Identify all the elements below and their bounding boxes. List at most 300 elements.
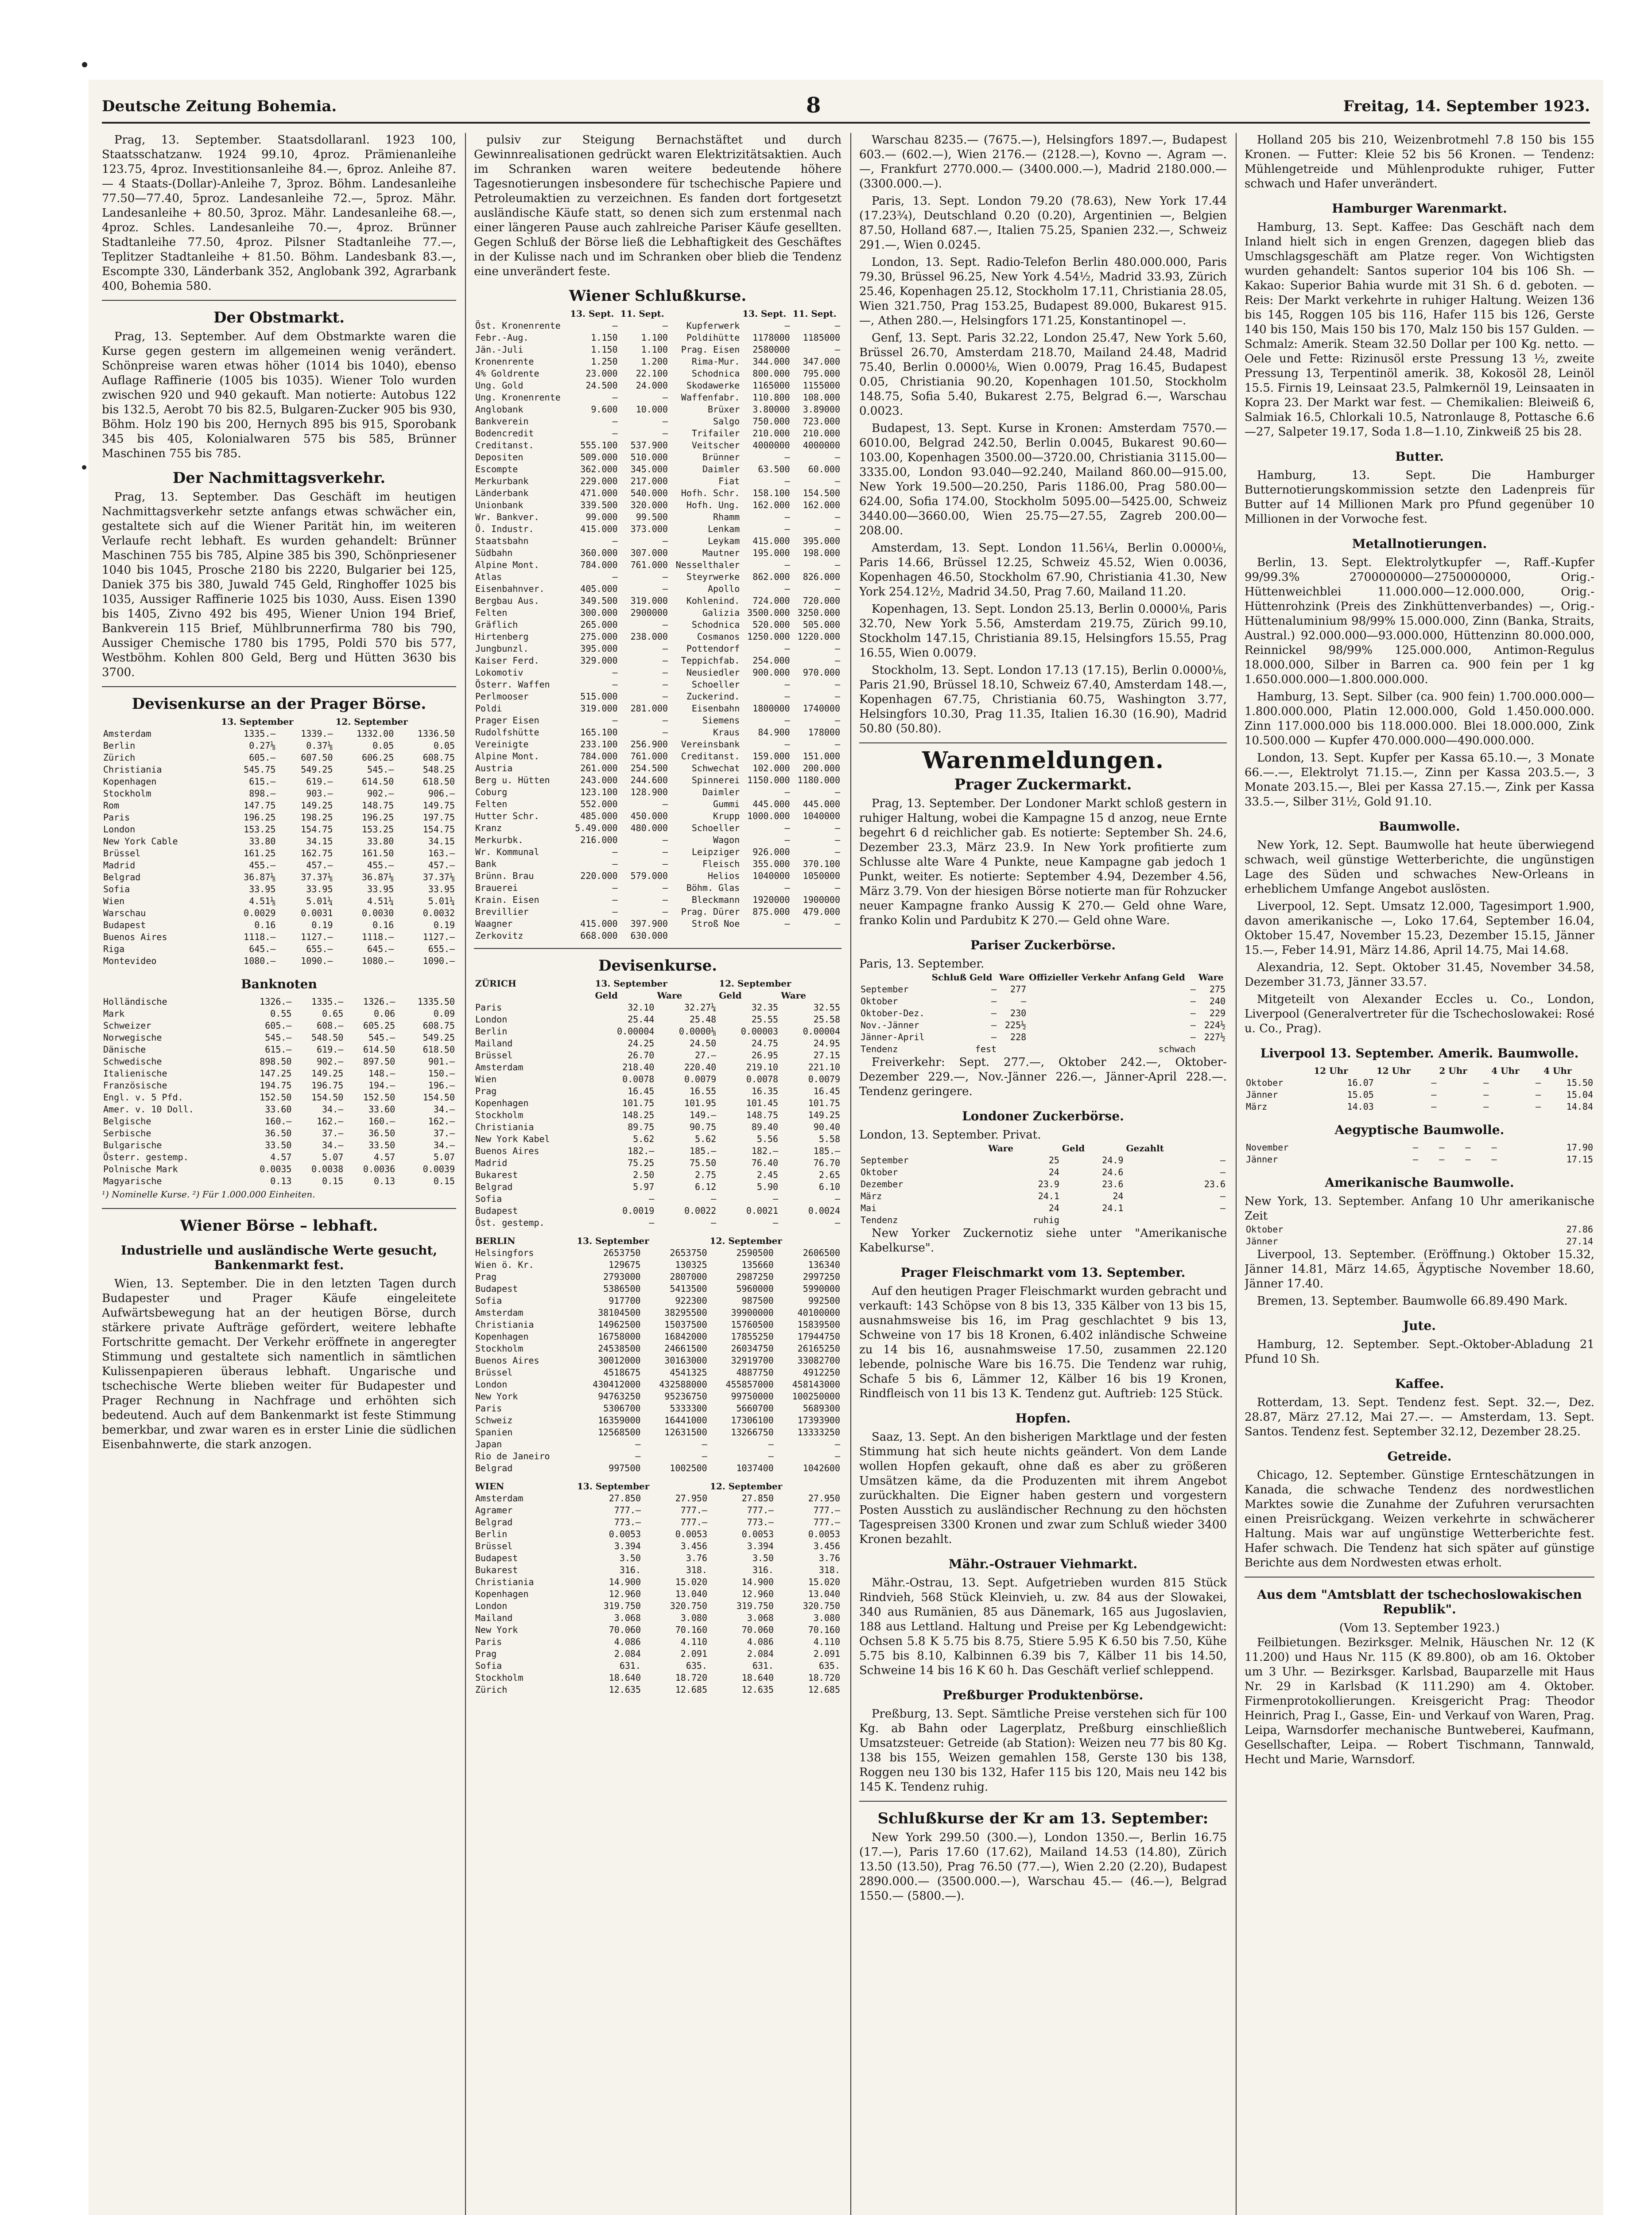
- row-label: Bulgarische: [103, 1140, 162, 1150]
- row-label: New York: [475, 1624, 518, 1635]
- table-cell: 33.50: [265, 1140, 292, 1150]
- row-label: New York: [475, 1391, 518, 1402]
- row-label: Staatsbahn: [475, 536, 529, 546]
- table-cell: 549.25: [301, 764, 333, 775]
- table-cell: 76.70: [813, 1158, 840, 1168]
- table-row: [474, 1403, 842, 1414]
- table-cell: [1061, 1214, 1125, 1226]
- row-label: Länderbank: [475, 488, 529, 498]
- table-cell: 16.35: [751, 1086, 779, 1096]
- kaffee-text: Rotterdam, 13. Sept. Tendenz fest. Sept. 32.—, Dez. 28.87, März 27.12, Mai 27.—. — Amsterdam, 13. Sept. Santos. Tendenz fest. September 32.12, Dezember 28.25.: [1245, 1396, 1594, 1438]
- row-label: Prag: [475, 1086, 497, 1096]
- table-cell: 875.000: [752, 906, 790, 917]
- table-row: [474, 906, 842, 918]
- table-cell: 631.: [619, 1660, 641, 1671]
- table-cell: 5.62: [695, 1134, 717, 1144]
- table-cell: 218.40: [622, 1062, 655, 1073]
- table-cell: 210.000: [803, 428, 840, 439]
- aegyptische-baumwolle-table: [1245, 1142, 1594, 1166]
- table-cell: —: [834, 524, 840, 534]
- table-cell: Wagon: [713, 835, 740, 845]
- table-header-cell: 13. September: [577, 1236, 649, 1246]
- table-cell: 608.—: [317, 1020, 344, 1031]
- table-row: [474, 475, 842, 487]
- table-cell: 182.—: [628, 1146, 655, 1156]
- row-label: Norwegische: [103, 1032, 162, 1043]
- table-cell: —: [834, 1217, 840, 1228]
- table-cell: 3.50: [752, 1553, 774, 1563]
- table-cell: 12.960: [741, 1589, 774, 1599]
- table-cell: 777.—: [680, 1517, 707, 1527]
- table-cell: 32.27¼: [684, 1002, 717, 1013]
- table-cell: —: [612, 428, 618, 439]
- row-label: Anglobank: [475, 404, 524, 415]
- table-cell: 545.75: [244, 764, 276, 775]
- table-cell: 196.25: [362, 812, 394, 823]
- table-cell: 1.150: [591, 332, 618, 343]
- table-row: [102, 824, 456, 835]
- table-cell: Prag. Dürer: [681, 906, 740, 917]
- viehmarkt-text: Mähr.-Ostrau, 13. Sept. Aufgetrieben wurden 815 Stück Rindvieh, 568 Stück Kleinvieh, u. zw. 84 aus der Slowakei, 340 aus Rumänien, 85 aus Dänemark, 165 aus Jugoslavien, 188 aus Lettland. Haltung und Preise per Kg Lebendgewicht: Ochsen 5.8 K 5.75 bis 8.75, Stiere 5.95 K 6.50 bis 7.50, Kühe 5.75 bis 8.10, Kalbinnen 6.39 bis 7, Kälber 11 bis 14.50, Schweine 14 bis 16 K 60 h. Das Geschäft verlief schleppend.: [859, 1576, 1227, 1677]
- table-cell: —: [784, 679, 790, 690]
- table-cell: 405.000: [580, 583, 618, 594]
- row-label: Zürich: [475, 1684, 508, 1695]
- table-row: [474, 523, 842, 535]
- table-row: [102, 871, 456, 883]
- table-cell: —: [784, 882, 790, 893]
- table-row: [102, 812, 456, 824]
- table-cell: 457.—: [306, 860, 333, 870]
- table-cell: 777.—: [747, 1505, 774, 1516]
- table-row: [474, 571, 842, 583]
- table-cell: 345.000: [630, 464, 668, 474]
- table-cell: —: [1220, 1203, 1225, 1213]
- table-row: [474, 511, 842, 523]
- table-cell: 3.76: [686, 1553, 707, 1563]
- table-cell: 160.—: [368, 1116, 396, 1127]
- table-cell: 3.394: [614, 1541, 641, 1551]
- row-label: Prag: [475, 1271, 497, 1282]
- table-cell: —: [834, 583, 840, 594]
- table-cell: —: [768, 1439, 774, 1449]
- table-cell: 17393900: [797, 1415, 840, 1426]
- table-row: [102, 1104, 456, 1115]
- table-cell: 26165250: [797, 1343, 840, 1354]
- table-cell: 619.—: [306, 776, 333, 787]
- amsterdam-report: Amsterdam, 13. Sept. London 11.56¼, Berlin 0.0000⅛, Paris 14.66, Brüssel 12.25, Schweiz 45.52, Wien 0.0036, Kopenhagen 46.50, Stockholm 67.90, Christiania 41.30, New York 254.12½, Madrid 34.50, Prag 7.60, Mailand 11.20.: [859, 541, 1227, 598]
- table-cell: 152.50: [363, 1092, 396, 1103]
- table-cell: —: [834, 320, 840, 331]
- table-cell: 1002500: [670, 1463, 707, 1473]
- table-cell: 579.000: [630, 870, 668, 881]
- table-cell: 200.000: [803, 763, 840, 773]
- table-cell: 548.25: [423, 764, 455, 775]
- table-row: [474, 750, 842, 762]
- table-cell: 631.: [752, 1660, 774, 1671]
- table-cell: 3.068: [747, 1613, 774, 1623]
- heading-baumwolle: Baumwolle.: [1379, 819, 1460, 834]
- table-row: [474, 404, 842, 416]
- table-cell: Fiat: [718, 476, 740, 486]
- table-row: [859, 1007, 1227, 1019]
- table-header-cell: 13. September: [577, 1481, 650, 1492]
- table-cell: 228: [1010, 1032, 1027, 1042]
- table-cell: 243.000: [580, 775, 618, 785]
- row-label: Oktober-Dez.: [861, 1008, 925, 1018]
- table-cell: 1220.000: [797, 631, 840, 642]
- table-cell: 605.25: [363, 1020, 396, 1031]
- table-cell: —: [1412, 1154, 1419, 1165]
- table-cell: 605.—: [265, 1020, 292, 1031]
- row-label: Berlin: [103, 740, 136, 751]
- table-cell: 898.—: [249, 788, 276, 799]
- table-row: [102, 847, 456, 859]
- table-cell: —: [1439, 1154, 1445, 1165]
- table-row: [474, 1588, 842, 1600]
- table-cell: 13266750: [731, 1427, 774, 1438]
- table-cell: 194.—: [368, 1080, 396, 1091]
- table-cell: —: [612, 859, 618, 869]
- table-cell: 32.10: [628, 1002, 655, 1013]
- table-row: [474, 356, 842, 368]
- table-cell: —: [784, 715, 790, 726]
- row-label: Waagner: [475, 918, 513, 929]
- table-cell: 194.75: [260, 1080, 292, 1091]
- table-cell: 3500.000: [747, 607, 790, 618]
- row-label: Ung. Gold: [475, 380, 524, 391]
- table-row: [1245, 1089, 1594, 1101]
- table-cell: 773.—: [747, 1517, 774, 1527]
- table-row: [474, 547, 842, 559]
- baumwolle-text: New York, 12. Sept. Baumwolle hat heute überwiegend schwach, weil günstige Wetterberichte, die ungünstigen Lage des Süden und schwaches New-Orleans in erheblichem Umfange Angebot auslösten.: [1245, 839, 1594, 896]
- table-cell: —: [662, 643, 668, 654]
- table-cell: 777.—: [813, 1505, 840, 1516]
- table-row: [102, 1020, 456, 1032]
- table-cell: Schoeller: [691, 679, 740, 690]
- separator: [474, 948, 842, 949]
- row-label: Wien: [475, 1074, 497, 1084]
- table-cell: 4000000: [752, 440, 790, 451]
- table-cell: —: [1483, 1089, 1489, 1100]
- table-cell: Gummi: [713, 799, 740, 809]
- table-cell: [1125, 1214, 1227, 1226]
- heading-pressburg: Preßburger Produktenbörse.: [942, 1688, 1144, 1702]
- table-cell: 555.100: [580, 440, 618, 451]
- table-cell: 0.0035: [260, 1164, 292, 1174]
- issue-date: Freitag, 14. September 1923.: [1343, 97, 1590, 115]
- table-cell: —: [834, 512, 840, 522]
- row-label: Oktober: [861, 996, 898, 1006]
- table-cell: 15839500: [797, 1319, 840, 1330]
- row-label: Perlmooser: [475, 691, 529, 702]
- row-label: Schweizer: [103, 1020, 151, 1031]
- table-cell: 540.000: [630, 488, 668, 498]
- row-label: 4% Goldrente: [475, 368, 539, 379]
- table-cell: Lenkam: [707, 524, 740, 534]
- table-cell: Schodnica: [691, 368, 740, 379]
- heading-prager-zuckermarkt: Prager Zuckermarkt.: [954, 776, 1132, 793]
- table-header-cell: Ware: [657, 990, 683, 1001]
- table-cell: 34.—: [322, 1140, 344, 1150]
- table-cell: 5.62: [633, 1134, 655, 1144]
- table-row: [474, 1462, 842, 1474]
- table-cell: 552.000: [580, 799, 618, 809]
- table-cell: 0.0024: [808, 1205, 840, 1216]
- table-cell: 24.000: [636, 380, 668, 391]
- table-row: [474, 1283, 842, 1295]
- row-label: Sofia: [475, 1295, 502, 1306]
- table-row: [474, 918, 842, 930]
- table-cell: 27.850: [741, 1493, 774, 1504]
- table-cell: 397.900: [630, 918, 668, 929]
- row-label: Unionbank: [475, 500, 524, 510]
- table-row: [474, 1217, 842, 1229]
- table-header-cell: 4 Uhr: [1543, 1065, 1572, 1076]
- table-cell: Teppichfab.: [681, 655, 740, 666]
- table-row: [474, 822, 842, 834]
- table-cell: 25.48: [689, 1014, 717, 1025]
- table-cell: 319.750: [603, 1601, 641, 1611]
- column-2: [474, 133, 842, 2215]
- table-cell: 16758000: [598, 1331, 641, 1342]
- row-label: London: [475, 1379, 508, 1390]
- table-cell: 23.000: [586, 368, 618, 379]
- table-cell: 101.75: [622, 1098, 655, 1108]
- row-label: Felten: [475, 799, 508, 809]
- table-row: [474, 1169, 842, 1181]
- table-cell: 27.—: [695, 1050, 717, 1061]
- table-row: [474, 1181, 842, 1193]
- table-cell: Nesselthaler: [675, 560, 740, 570]
- table-row: [474, 1438, 842, 1450]
- table-cell: 0.0053: [808, 1529, 840, 1539]
- banknoten-table: [102, 996, 456, 1187]
- table-cell: 27.15: [813, 1050, 840, 1061]
- table-cell: 432588000: [659, 1379, 707, 1390]
- row-label: März: [1246, 1101, 1268, 1112]
- table-cell: 24.50: [689, 1038, 717, 1049]
- table-cell: 36.87⅛: [244, 872, 276, 882]
- heading-banknoten: Banknoten: [241, 977, 317, 991]
- table-cell: 479.000: [803, 906, 840, 917]
- row-label: Paris: [475, 1002, 502, 1013]
- row-label: New York Kabel: [475, 1134, 550, 1144]
- table-row: [474, 1307, 842, 1319]
- row-label: Christiania: [475, 1577, 534, 1587]
- table-row: [102, 764, 456, 776]
- table-cell: 445.000: [752, 799, 790, 809]
- zuckermarkt-text: Prag, 13. September. Der Londoner Markt schloß gestern in ruhiger Haltung, wobei die Kampagne 15 d anzog, neue Ernte begehrt 6 d reichlicher gab. Es notierte: September Sh. 24.6, Dezember 23.3, März 23.9. In New York profitierte zum Schlusse alte Ware 4 Punkte, neue Kampagne gab jedoch 1 Punkt, weiter. Es notierte: September 4.94, Dezember 4.56, März 3.79. Von der hiesigen Börse notierte man für Rohzucker neuer Kampagne franko Aussig K 270.— Geld ohne Ware, franko Kolin und Pardubitz K 270.— Geld ohne Ware.: [859, 797, 1227, 927]
- table-cell: 151.000: [803, 751, 840, 762]
- table-cell: Brüxer: [707, 404, 740, 415]
- table-cell: —: [834, 655, 840, 666]
- table-cell: 898.50: [260, 1056, 292, 1067]
- table-cell: —: [1412, 1142, 1419, 1153]
- table-cell: 24: [1048, 1167, 1059, 1177]
- table-cell: —: [662, 906, 668, 917]
- table-cell: 33.60: [368, 1104, 396, 1115]
- row-label: Prager Eisen: [475, 715, 539, 726]
- table-cell: 10.000: [636, 404, 668, 415]
- table-cell: —: [834, 691, 840, 702]
- table-cell: 784.000: [580, 560, 618, 570]
- table-cell: 0.19: [311, 920, 333, 930]
- london-report: London, 13. Sept. Radio-Telefon Berlin 480.000.000, Paris 79.30, Brüssel 96.25, New York 4.54½, Madrid 33.93, Zürich 25.46, Kopenhagen 25.12, Stockholm 17.11, Christiania 28.05, Wien 321.750, Prag 153.25, Budapest 89.000, Bukarest 915.—, Athen 280.—, Helsingfors 171.25, Konstantinopel —.: [859, 256, 1227, 327]
- prager-devisen-table: [102, 716, 456, 967]
- heading-fleischmarkt: Prager Fleischmarkt vom 13. September.: [900, 1265, 1186, 1280]
- punch-hole-mark: [82, 465, 86, 470]
- metall-london-text: London, 13. Sept. Kupfer per Kassa 65.10.—, 3 Monate 66.—.—, Elektrolyt 71.15.—, Zinn per Kassa 203.5.—, 3 Monate 203.15.—, Blei per Kassa 27.15.—, Zink per Kassa 33.5.—, Silber 31½, Gold 91.10.: [1245, 751, 1594, 808]
- row-label: Oktober: [861, 1167, 898, 1177]
- table-row: [102, 1151, 456, 1163]
- table-cell: 39900000: [731, 1307, 774, 1318]
- table-cell: Rima-Mur.: [691, 356, 740, 367]
- table-cell: 655.—: [428, 944, 455, 954]
- table-header-cell: 12. September: [719, 978, 791, 989]
- row-label: Kopenhagen: [475, 1098, 529, 1108]
- table-cell: 5413500: [670, 1283, 707, 1294]
- table-cell: 16.45: [813, 1086, 840, 1096]
- table-cell: 605.—: [249, 752, 276, 763]
- heading-viehmarkt: Mähr.-Ostrauer Viehmarkt.: [948, 1557, 1138, 1571]
- table-row: [474, 1367, 842, 1379]
- table-cell: —: [834, 882, 840, 893]
- table-cell: 38295500: [664, 1307, 707, 1318]
- table-cell: Zuckerind.: [686, 691, 740, 702]
- table-cell: 3.80000: [752, 404, 790, 415]
- table-cell: 123.100: [580, 787, 618, 797]
- stockholm-report: Stockholm, 13. Sept. London 17.13 (17.15), Berlin 0.0000⅛, Paris 21.90, Brüssel 18.10, Schweiz 67.40, Amsterdam 148.—, Kopenhagen 67.75, Christiania 60.75, Washington 3.77, Helsingfors 10.30, Prag 11.35, Italien 16.30 (16.90), Madrid 50.80 (50.80).: [859, 664, 1227, 735]
- column-divider: [1236, 133, 1237, 2215]
- table-cell: 1040000: [752, 870, 790, 881]
- table-cell: —: [1431, 1089, 1437, 1100]
- table-header: [102, 716, 456, 728]
- table-cell: 24.25: [628, 1038, 655, 1049]
- fleischmarkt-text: Auf den heutigen Prager Fleischmarkt wurden gebracht und verkauft: 143 Schöpse von 8 bis 13, 335 Kälber von 13 bis 15, ausnahmsweise bis 16, im Prag geschlachtet 9 bis 13, Schweine von 17 bis 18 Kronen, 6.402 inländische Schweine zu 14 bis 16, ausnahmsweise 17.50, zusammen 22.120 lebende, polnische Ware bis 16.75. Die Tendenz war ruhig, Schafe 5 bis 6, Lämmer 12, Kälber 16 bis 19 Kronen, Rindfleisch von 11 bis 13 K. Tendenz gut. Auftrieb: 125 Stück.: [859, 1285, 1227, 1400]
- produce-intro: Holland 205 bis 210, Weizenbrotmehl 7.8 150 bis 155 Kronen. — Futter: Kleie 52 bis 56 Kronen. — Tendenz: Mühlengetreide und Mühlenprodukte ruhiger, Futter schwach und Hafer unverändert.: [1245, 133, 1594, 190]
- row-label: Ö. Industr.: [475, 524, 534, 534]
- table-header-cell: BERLIN: [475, 1236, 516, 1246]
- table-header: [474, 978, 842, 990]
- table-cell: 16.45: [628, 1086, 655, 1096]
- table-cell: 152.50: [260, 1092, 292, 1103]
- table-cell: —: [834, 787, 840, 797]
- table-row: [474, 738, 842, 750]
- row-label: London: [103, 824, 136, 835]
- row-label: Stockholm: [475, 1110, 524, 1120]
- table-header-cell: 11. Sept.: [792, 308, 837, 319]
- table-cell: 750.000: [752, 416, 790, 427]
- table-cell: 4000000: [803, 440, 840, 451]
- table-cell: 319.750: [736, 1601, 774, 1611]
- separator: [102, 300, 456, 301]
- table-cell: 281.000: [630, 703, 668, 714]
- table-header-cell: Schluß Geld: [931, 972, 993, 983]
- table-cell: 5.49.000: [575, 823, 618, 833]
- table-row: [474, 1002, 842, 1014]
- table-cell: 75.25: [628, 1158, 655, 1168]
- table-row: [474, 1528, 842, 1540]
- table-cell: —: [834, 1193, 840, 1204]
- table-cell: 3.456: [813, 1541, 840, 1551]
- table-cell: 987500: [741, 1295, 774, 1306]
- metall-hamburg-text: Hamburg, 13. Sept. Silber (ca. 900 fein) 1.700.000.000—1.800.000.000, Platin 12.000.000, Gold 1.450.000.000. Zinn 117.000.000 bis 118.000.000. Blei 18.000.000, Zink 10.500.000 — Kupfer 470.000.000—490.000.000.: [1245, 690, 1594, 747]
- table-cell: 162.000: [803, 500, 840, 510]
- row-label: Brauerei: [475, 882, 518, 893]
- table-cell: Leipziger: [691, 847, 740, 857]
- table-cell: Creditanst.: [681, 751, 740, 762]
- table-cell: 2.50: [633, 1170, 655, 1180]
- row-label: Atlas: [475, 571, 502, 582]
- table-row: [102, 1139, 456, 1151]
- table-cell: 129675: [609, 1259, 641, 1270]
- table-cell: 800.000: [752, 368, 790, 379]
- table-cell: 18.720: [808, 1672, 840, 1683]
- row-label: Paris: [475, 1403, 502, 1414]
- row-label: Öst. gestemp.: [475, 1217, 545, 1228]
- table-cell: 14.84: [1566, 1101, 1593, 1112]
- table-cell: 149.75: [423, 800, 455, 811]
- table-cell: —: [784, 739, 790, 750]
- table-header-cell: 12 Uhr: [1314, 1065, 1348, 1076]
- table-cell: 319.000: [580, 703, 618, 714]
- table-cell: 130325: [675, 1259, 707, 1270]
- table-cell: 25: [1048, 1155, 1059, 1166]
- table-row: [102, 895, 456, 907]
- table-cell: 2.45: [756, 1170, 779, 1180]
- table-cell: 36.50: [368, 1128, 396, 1139]
- table-row: [859, 1214, 1227, 1226]
- table-cell: Helios: [707, 870, 740, 881]
- table-row: [474, 380, 842, 392]
- row-label: Ung. Kronenrente: [475, 392, 561, 403]
- table-cell: 608.75: [423, 752, 455, 763]
- table-cell: ruhig: [1032, 1215, 1059, 1225]
- newspaper-page: [89, 80, 1603, 2215]
- table-cell: 902.—: [317, 1056, 344, 1067]
- table-cell: 27.850: [609, 1493, 641, 1504]
- table-header-cell: Geld: [595, 990, 618, 1001]
- table-cell: 455.—: [249, 860, 276, 870]
- table-cell: Schwechat: [691, 763, 740, 773]
- table-cell: 26.95: [751, 1050, 779, 1061]
- table-cell: 229: [1209, 1008, 1225, 1018]
- table-cell: 4.110: [680, 1636, 707, 1647]
- table-header-cell: [669, 308, 741, 320]
- table-cell: 195.000: [752, 548, 790, 558]
- row-label: Felten: [475, 607, 508, 618]
- table-row: [1245, 1101, 1594, 1113]
- row-label: Helsingfors: [475, 1247, 534, 1258]
- table-cell: —: [702, 1439, 707, 1449]
- table-cell: Poldihütte: [686, 332, 740, 343]
- table-row: [102, 800, 456, 812]
- table-row: [474, 1564, 842, 1576]
- table-cell: 221.10: [808, 1062, 840, 1073]
- table-cell: 723.000: [803, 416, 840, 427]
- table-cell: Schodnica: [691, 619, 740, 630]
- table-header-cell: 13. Sept.: [742, 308, 787, 319]
- table-cell: 415.000: [580, 524, 618, 534]
- table-cell: 3.76: [818, 1553, 840, 1563]
- table-cell: fest: [975, 1044, 997, 1054]
- table-cell: 4.086: [614, 1636, 641, 1647]
- row-label: Amsterdam: [475, 1062, 524, 1073]
- table-cell: —: [635, 1451, 641, 1461]
- table-row: [474, 499, 842, 511]
- table-cell: 163.—: [428, 848, 455, 859]
- table-cell: —: [612, 571, 618, 582]
